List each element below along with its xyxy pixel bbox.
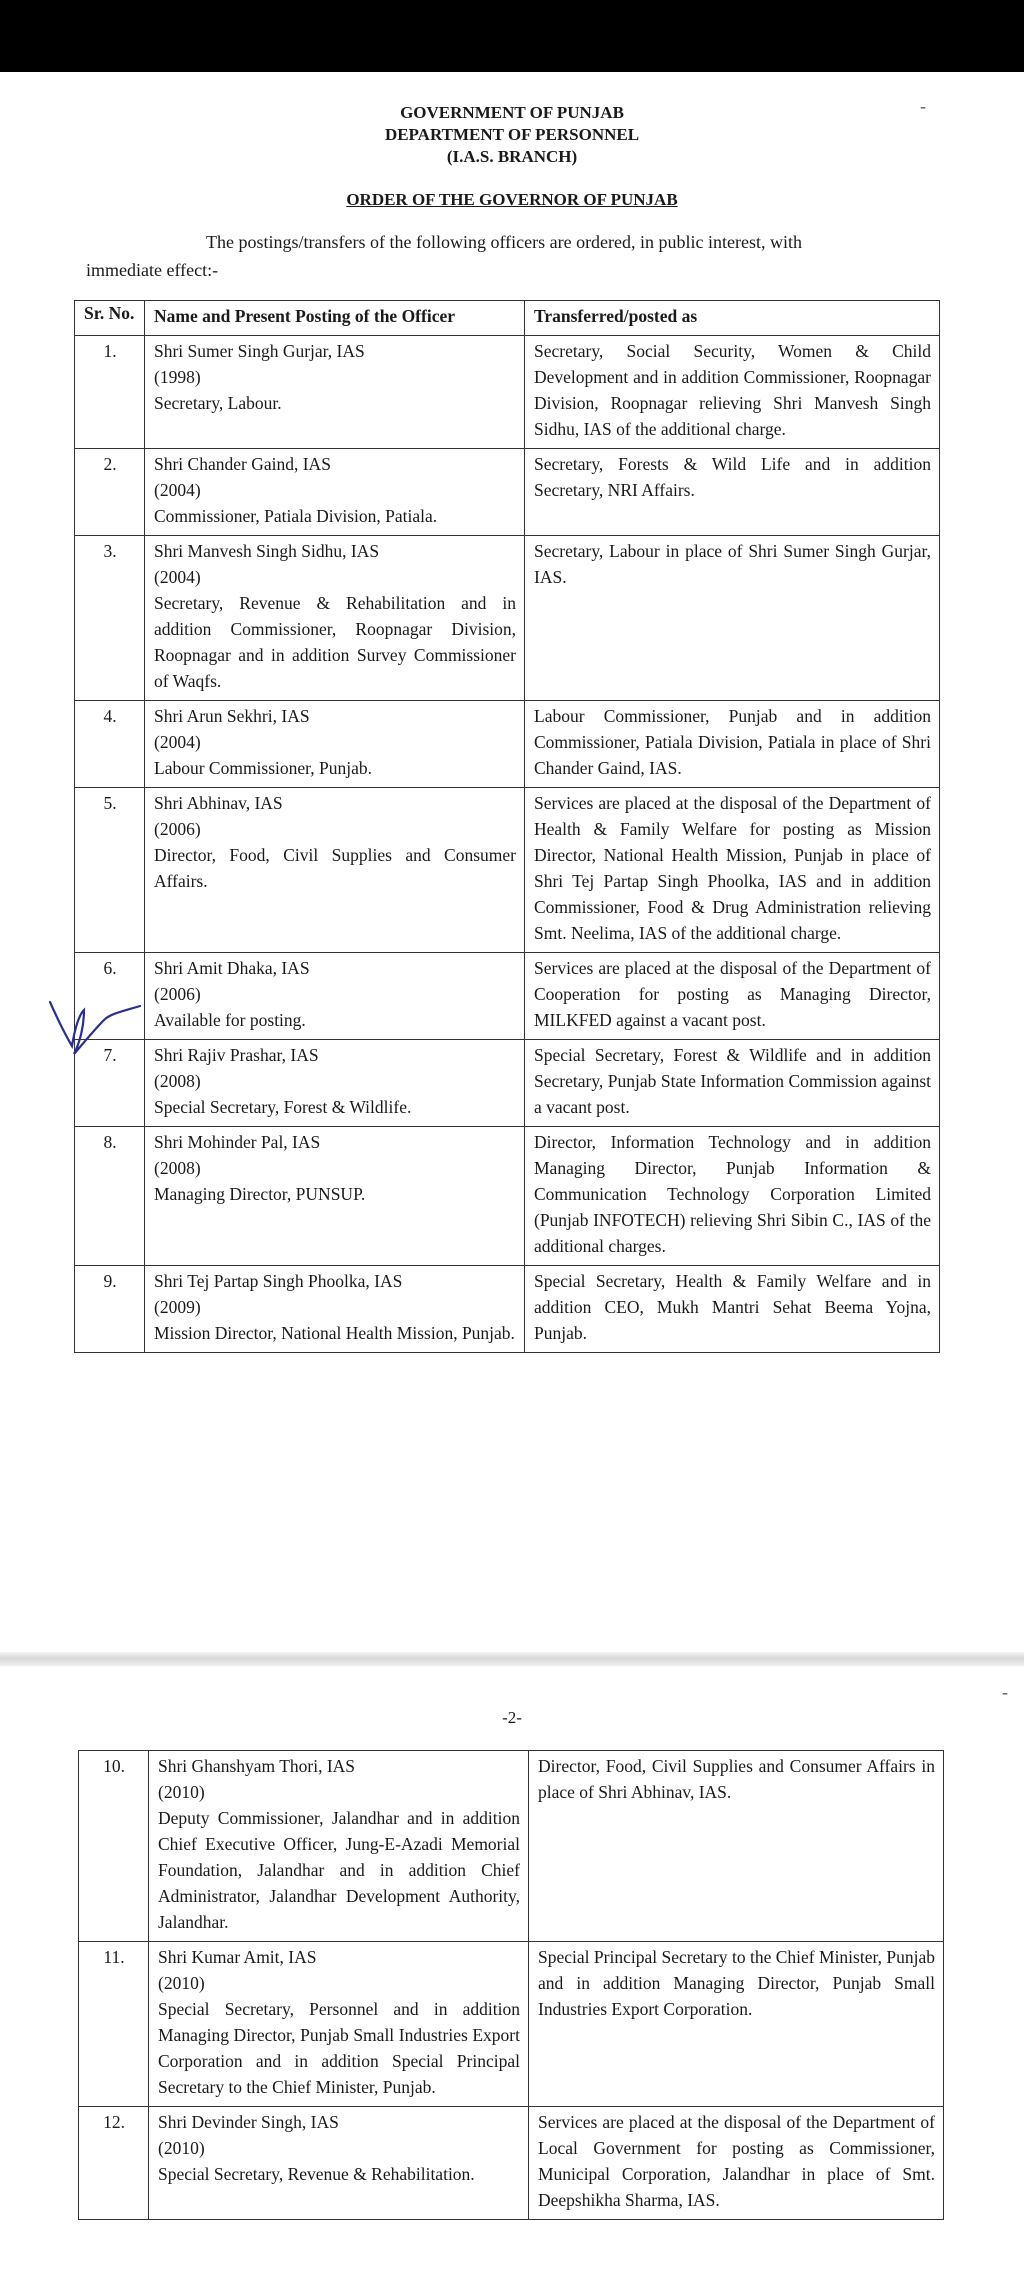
serial-number-cell: 3. — [75, 536, 145, 701]
officer-batch: (2010) — [158, 1782, 205, 1802]
signature-mark — [44, 984, 144, 1064]
page-number: -2- — [502, 1708, 522, 1727]
transferred-posted-as-cell: Services are placed at the disposal of the Department of Cooperation for posting as Managing Director, MILKFED against a vacant post. — [525, 953, 940, 1040]
serial-number-cell: 2. — [75, 449, 145, 536]
officer-cell — [149, 2107, 529, 2220]
letterhead-government: GOVERNMENT OF PUNJAB — [400, 103, 624, 122]
table-row — [75, 953, 940, 1040]
officer-name: Shri Mohinder Pal, IAS — [154, 1132, 321, 1152]
serial-number-cell: 11. — [79, 1942, 149, 2107]
transferred-posted-as-cell: Services are placed at the disposal of the Department of Health & Family Welfare for posting as Mission Director, National Health Mission, Punjab in place of Shri Tej Partap Singh Phoolka, IAS and in addition Commissioner, Food & Drug Administration relieving Smt. Neelima, IAS of the additional charge. — [525, 788, 940, 953]
officer-cell — [145, 449, 525, 536]
officer-name: Shri Tej Partap Singh Phoolka, IAS — [154, 1271, 403, 1291]
serial-number-cell: 9. — [75, 1266, 145, 1353]
officer-batch: (2009) — [154, 1297, 201, 1317]
table-row — [79, 1751, 944, 1942]
officer-batch: (2004) — [154, 732, 201, 752]
table-row — [75, 449, 940, 536]
officer-posting: Secretary, Labour. — [154, 393, 282, 413]
transferred-posted-as-cell: Secretary, Social Security, Women & Child Development and in addition Commissioner, Roopnagar Division, Roopnagar relieving Shri Manvesh Singh Sidhu, IAS of the additional charge. — [525, 336, 940, 449]
serial-number-cell: 8. — [75, 1127, 145, 1266]
serial-number-cell: 5. — [75, 788, 145, 953]
officer-name: Shri Chander Gaind, IAS — [154, 454, 331, 474]
document-page-2 — [0, 1666, 1024, 2276]
officer-cell — [149, 1942, 529, 2107]
officer-cell — [145, 701, 525, 788]
postings-table-continued — [78, 1750, 944, 2220]
officer-posting: Special Secretary, Revenue & Rehabilitation. — [158, 2164, 475, 2184]
officer-name: Shri Amit Dhaka, IAS — [154, 958, 310, 978]
officer-name: Shri Kumar Amit, IAS — [158, 1947, 317, 1967]
transferred-posted-as-cell: Director, Information Technology and in addition Managing Director, Punjab Information & Communication Technology Corporation Limited (Punjab INFOTECH) relieving Shri Sibin C., IAS of the additional charges. — [525, 1127, 940, 1266]
transferred-posted-as-cell: Labour Commissioner, Punjab and in addition Commissioner, Patiala Division, Patiala in place of Shri Chander Gaind, IAS. — [525, 701, 940, 788]
serial-number-cell: 1. — [75, 336, 145, 449]
serial-number-cell: 7. — [75, 1040, 145, 1127]
transferred-posted-as-cell: Services are placed at the disposal of the Department of Local Government for posting as Commissioner, Municipal Corporation, Jalandhar in place of Smt. Deepshikha Sharma, IAS. — [529, 2107, 944, 2220]
intro-paragraph — [86, 228, 931, 284]
header-name-posting: Name and Present Posting of the Officer — [145, 301, 525, 336]
transferred-posted-as-cell: Special Principal Secretary to the Chief Minister, Punjab and in addition Managing Director, Punjab Small Industries Export Corporation. — [529, 1942, 944, 2107]
table-row — [75, 1127, 940, 1266]
officer-posting: Special Secretary, Forest & Wildlife. — [154, 1097, 412, 1117]
letterhead-department: DEPARTMENT OF PERSONNEL — [384, 125, 640, 144]
officer-posting: Managing Director, PUNSUP. — [154, 1184, 366, 1204]
letterhead — [0, 102, 1024, 168]
officer-batch: (2006) — [154, 819, 201, 839]
officer-posting: Available for posting. — [154, 1010, 306, 1030]
officer-posting: Deputy Commissioner, Jalandhar and in addition Chief Executive Officer, Jung-E-Azadi Memorial Foundation, Jalandhar and in addition Chief Administrator, Jalandhar Development Authority, Jalandhar. — [158, 1808, 520, 1932]
table-row — [79, 1942, 944, 2107]
letterhead-branch: (I.A.S. BRANCH) — [446, 147, 578, 166]
officer-cell — [145, 1040, 525, 1127]
officer-name: Shri Manvesh Singh Sidhu, IAS — [154, 541, 380, 561]
officer-batch: (2006) — [154, 984, 201, 1004]
transferred-posted-as-cell: Secretary, Labour in place of Shri Sumer Singh Gurjar, IAS. — [525, 536, 940, 701]
officer-cell — [145, 1127, 525, 1266]
transferred-posted-as-cell: Director, Food, Civil Supplies and Consumer Affairs in place of Shri Abhinav, IAS. — [529, 1751, 944, 1942]
officer-posting: Secretary, Revenue & Rehabilitation and in addition Commissioner, Roopnagar Division, Roopnagar and in addition Survey Commissioner of Waqfs. — [154, 593, 516, 691]
officer-name: Shri Ghanshyam Thori, IAS — [158, 1756, 356, 1776]
officer-batch: (1998) — [154, 367, 201, 387]
table-row — [75, 536, 940, 701]
table-row — [79, 2107, 944, 2220]
top-black-band — [0, 0, 1024, 72]
intro-line-2: immediate effect:- — [86, 260, 219, 280]
serial-number-cell: 6. — [75, 953, 145, 1040]
officer-posting: Special Secretary, Personnel and in addition Managing Director, Punjab Small Industries Export Corporation and in addition Special Principal Secretary to the Chief Minister, Punjab. — [158, 1999, 520, 2097]
transferred-posted-as-cell: Special Secretary, Forest & Wildlife and in addition Secretary, Punjab State Information Commission against a vacant post. — [525, 1040, 940, 1127]
officer-posting: Labour Commissioner, Punjab. — [154, 758, 373, 778]
document-page-1 — [0, 72, 1024, 1652]
serial-number-cell: 12. — [79, 2107, 149, 2220]
header-sr-no: Sr. No. — [75, 301, 145, 336]
officer-cell — [149, 1751, 529, 1942]
officer-posting: Commissioner, Patiala Division, Patiala. — [154, 506, 438, 526]
table-row — [75, 701, 940, 788]
officer-cell — [145, 1266, 525, 1353]
intro-line-1: The postings/transfers of the following officers are ordered, in public interest, with — [206, 232, 803, 252]
transferred-posted-as-cell: Secretary, Forests & Wild Life and in addition Secretary, NRI Affairs. — [525, 449, 940, 536]
table-header-row — [75, 301, 940, 336]
postings-table — [74, 300, 940, 1353]
officer-batch: (2010) — [158, 2138, 205, 2158]
officer-cell — [145, 336, 525, 449]
serial-number-cell: 4. — [75, 701, 145, 788]
officer-cell — [145, 788, 525, 953]
page-separator — [0, 1652, 1024, 1666]
transferred-posted-as-cell: Special Secretary, Health & Family Welfare and in addition CEO, Mukh Mantri Sehat Beema Yojna, Punjab. — [525, 1266, 940, 1353]
table-row — [75, 336, 940, 449]
officer-cell — [145, 953, 525, 1040]
header-transferred: Transferred/posted as — [525, 301, 940, 336]
officer-batch: (2004) — [154, 567, 201, 587]
officer-posting: Director, Food, Civil Supplies and Consumer Affairs. — [154, 845, 516, 891]
officer-batch: (2010) — [158, 1973, 205, 1993]
officer-batch: (2008) — [154, 1158, 201, 1178]
officer-name: Shri Devinder Singh, IAS — [158, 2112, 339, 2132]
officer-batch: (2008) — [154, 1071, 201, 1091]
table-row — [75, 1266, 940, 1353]
officer-batch: (2004) — [154, 480, 201, 500]
order-title: ORDER OF THE GOVERNOR OF PUNJAB — [346, 190, 678, 209]
table-row — [75, 788, 940, 953]
officer-cell — [145, 536, 525, 701]
edge-mark: - — [920, 96, 926, 116]
table-row — [75, 1040, 940, 1127]
officer-name: Shri Abhinav, IAS — [154, 793, 283, 813]
officer-name: Shri Arun Sekhri, IAS — [154, 706, 310, 726]
serial-number-cell: 10. — [79, 1751, 149, 1942]
officer-posting: Mission Director, National Health Mission, Punjab. — [154, 1323, 515, 1343]
edge-mark: - — [1002, 1682, 1008, 1702]
officer-name: Shri Rajiv Prashar, IAS — [154, 1045, 319, 1065]
officer-name: Shri Sumer Singh Gurjar, IAS — [154, 341, 365, 361]
